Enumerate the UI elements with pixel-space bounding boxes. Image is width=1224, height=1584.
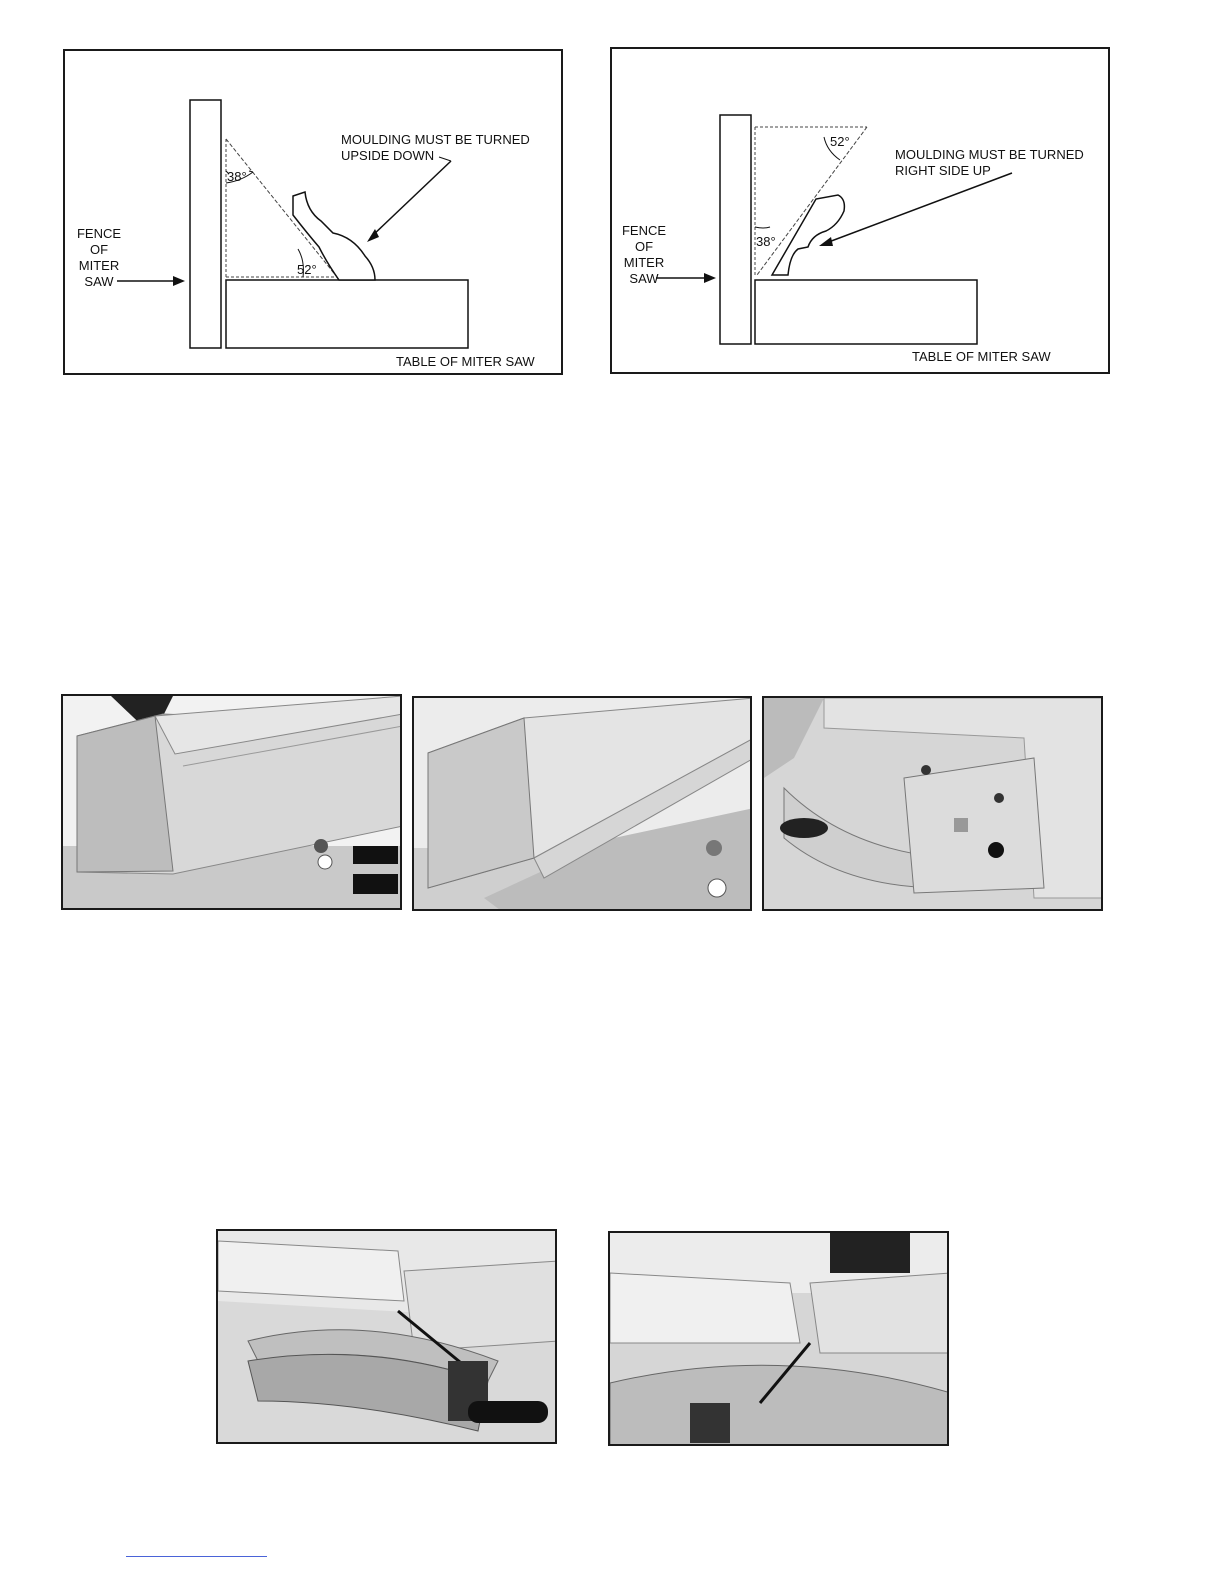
photo-moulding-cut-right: [608, 1231, 949, 1446]
diagram-drawing: [65, 51, 563, 375]
fence-label-1: FENCE: [76, 226, 122, 241]
diagram-drawing: [612, 49, 1110, 374]
fence-label-3: MITER: [78, 258, 120, 273]
moulding-label-line1: MOULDING MUST BE TURNED: [895, 147, 1084, 162]
fence-label-2: OF: [634, 239, 654, 254]
moulding-profile: [772, 195, 844, 275]
fence-shape: [190, 100, 221, 348]
angle-bottom-label: 52°: [297, 262, 317, 277]
photo-crown-moulding-on-saw: [61, 694, 402, 910]
fence-label-4: SAW: [84, 274, 114, 289]
table-label: TABLE OF MITER SAW: [912, 349, 1051, 364]
table-shape: [755, 280, 977, 344]
photo-wood-block-on-saw: [412, 696, 752, 911]
fence-shape: [720, 115, 751, 344]
fence-label-1: FENCE: [621, 223, 667, 238]
fence-label-3: MITER: [623, 255, 665, 270]
footer-link-underline: [126, 1556, 267, 1557]
angle-top-label: 38°: [227, 169, 247, 184]
moulding-label-line1: MOULDING MUST BE TURNED: [341, 132, 530, 147]
angle-top-label: 52°: [830, 134, 850, 149]
photo-fence-clamp-closeup: [762, 696, 1103, 911]
moulding-label-line2: RIGHT SIDE UP: [895, 163, 991, 178]
angle-bottom-label: 38°: [756, 234, 776, 249]
moulding-label-line2: UPSIDE DOWN: [341, 148, 435, 163]
table-shape: [226, 280, 468, 348]
photo-moulding-cut-left: [216, 1229, 557, 1444]
diagram-moulding-right-side-up: [610, 47, 1110, 374]
fence-label-2: OF: [89, 242, 109, 257]
table-label: TABLE OF MITER SAW: [396, 354, 535, 369]
diagram-moulding-upside-down: [63, 49, 563, 375]
fence-label-4: SAW: [629, 271, 659, 286]
